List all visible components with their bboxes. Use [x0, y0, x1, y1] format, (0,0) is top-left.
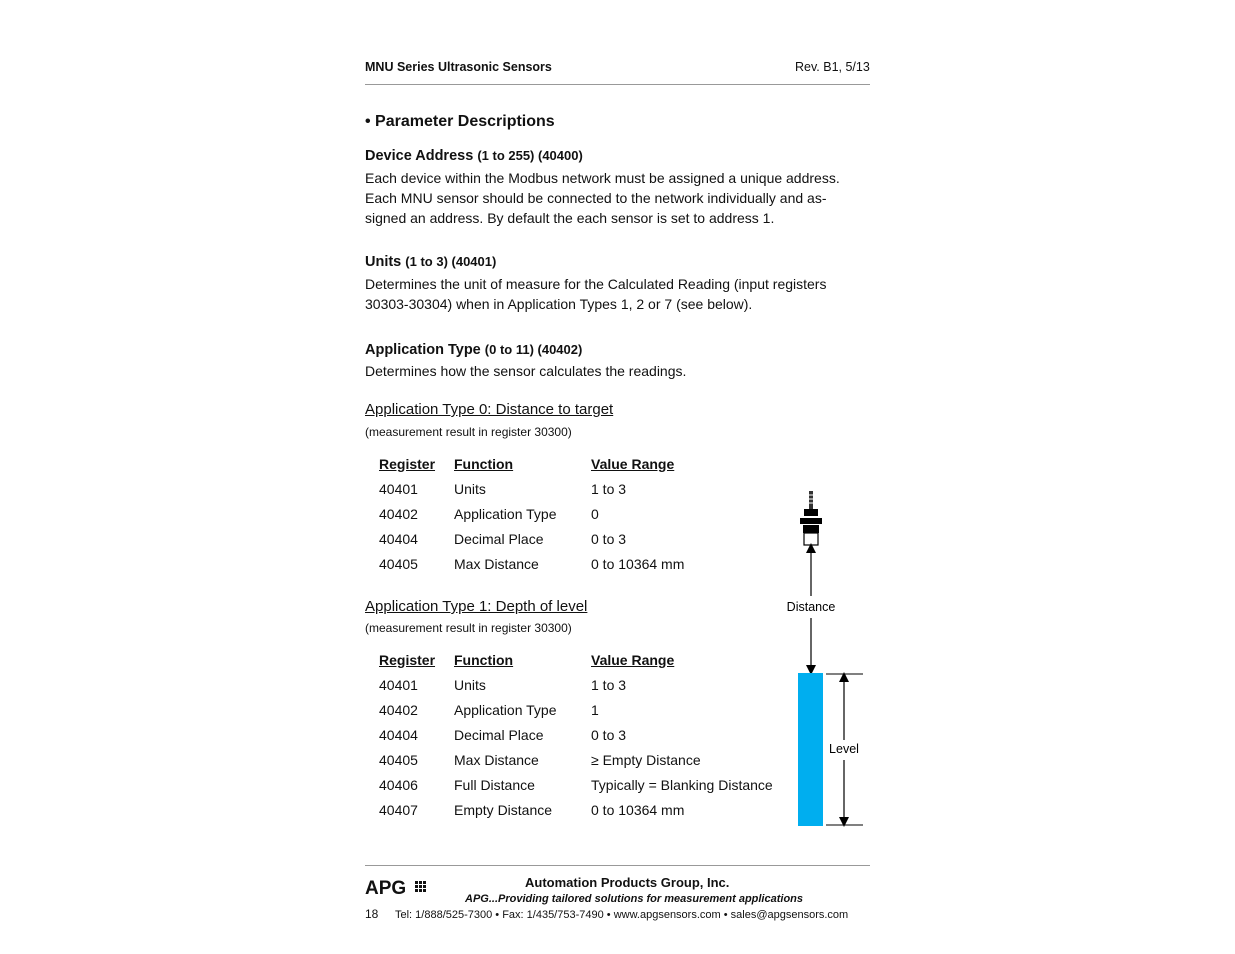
level-diagram — [770, 480, 880, 840]
function-cell: Empty Distance — [454, 801, 553, 818]
apg-logo — [365, 876, 429, 898]
value-range-cell: 1 — [591, 701, 599, 718]
function-cell: Decimal Place — [454, 726, 544, 743]
value-range-cell: 0 — [591, 505, 599, 522]
register-cell: 40405 — [379, 751, 418, 768]
units-heading — [365, 254, 496, 270]
register-cell: 40404 — [379, 530, 418, 547]
text-line: signed an address. By default the each sensor is set to address 1. — [365, 210, 775, 226]
text-line: Each MNU sensor should be connected to the network individually and as- — [365, 190, 827, 206]
units-range: (1 to 3) (40401) — [405, 254, 497, 269]
table-header-row — [375, 451, 688, 476]
function-cell: Max Distance — [454, 555, 539, 572]
table-row — [375, 697, 777, 722]
table-row — [375, 526, 688, 551]
revision-label: Rev. B1, 5/13 — [795, 60, 870, 74]
value-range-cell: Typically = Blanking Distance — [591, 776, 773, 793]
register-cell: 40407 — [379, 801, 418, 818]
application-type-description — [365, 361, 870, 381]
type0-register-table — [375, 451, 688, 576]
type1-register-table — [375, 647, 777, 822]
table-row — [375, 797, 777, 822]
device-address-range: (1 to 255) (40400) — [477, 148, 583, 163]
device-address-heading — [365, 148, 583, 164]
units-title: Units — [365, 254, 402, 270]
register-cell: 40404 — [379, 726, 418, 743]
register-cell: 40405 — [379, 555, 418, 572]
register-cell: 40406 — [379, 776, 418, 793]
register-cell: 40402 — [379, 505, 418, 522]
device-address-description — [365, 168, 870, 228]
register-cell: 40402 — [379, 701, 418, 718]
application-type-heading — [365, 342, 582, 358]
text-line: Determines how the sensor calculates the readings. — [365, 363, 687, 379]
column-header-register: Register — [379, 455, 436, 472]
page-number: 18 — [365, 907, 379, 921]
value-range-cell: 0 to 10364 mm — [591, 555, 685, 572]
type1-note: (measurement result in register 30300) — [365, 621, 572, 635]
function-cell: Units — [454, 676, 486, 693]
value-range-cell: 0 to 3 — [591, 726, 627, 743]
text-line: 30303-30304) when in Application Types 1, 2 or 7 (see below). — [365, 296, 753, 312]
function-cell: Application Type — [454, 505, 557, 522]
column-header-function: Function — [454, 651, 514, 668]
table-row — [375, 501, 688, 526]
distance-label: Distance — [786, 600, 836, 614]
function-cell: Max Distance — [454, 751, 539, 768]
level-label: Level — [829, 742, 859, 756]
footer-divider — [365, 865, 870, 866]
sensor-icon — [800, 491, 822, 545]
text-line: Determines the unit of measure for the Calculated Reading (input registers — [365, 276, 827, 292]
company-name: Automation Products Group, Inc. — [525, 875, 730, 890]
value-range-cell: 0 to 10364 mm — [591, 801, 685, 818]
type0-heading: Application Type 0: Distance to target — [365, 401, 614, 418]
function-cell: Application Type — [454, 701, 557, 718]
value-range-cell: 1 to 3 — [591, 480, 627, 497]
column-header-function: Function — [454, 455, 514, 472]
logo-text: APG — [365, 878, 407, 898]
device-address-title: Device Address — [365, 148, 474, 164]
value-range-cell: 0 to 3 — [591, 530, 627, 547]
column-header-register: Register — [379, 651, 436, 668]
table-row — [375, 476, 688, 501]
text-line: Each device within the Modbus network must be assigned a unique address. — [365, 170, 840, 186]
logo-dots-icon — [415, 881, 426, 892]
value-range-cell: 1 to 3 — [591, 676, 627, 693]
table-row — [375, 772, 777, 797]
application-type-title: Application Type — [365, 342, 481, 358]
section-title: • Parameter Descriptions — [365, 113, 555, 130]
function-cell: Units — [454, 480, 486, 497]
header-divider — [365, 84, 870, 85]
value-range-cell: ≥ Empty Distance — [591, 751, 701, 768]
table-row — [375, 722, 777, 747]
level-fill-bar — [798, 673, 823, 826]
function-cell: Full Distance — [454, 776, 535, 793]
type0-note: (measurement result in register 30300) — [365, 425, 572, 439]
column-header-value-range: Value Range — [591, 651, 675, 668]
application-type-range: (0 to 11) (40402) — [484, 342, 583, 357]
contact-info: Tel: 1/888/525-7300 • Fax: 1/435/753-7490 • www.apgsensors.com • sales@apgsensors.com — [395, 909, 849, 921]
table-row — [375, 672, 777, 697]
table-header-row — [375, 647, 777, 672]
company-tagline: APG...Providing tailored solutions for measurement applications — [465, 893, 804, 905]
column-header-value-range: Value Range — [591, 455, 675, 472]
table-row — [375, 551, 688, 576]
function-cell: Decimal Place — [454, 530, 544, 547]
type1-heading: Application Type 1: Depth of level — [365, 598, 588, 615]
document-title: MNU Series Ultrasonic Sensors — [365, 60, 552, 74]
register-cell: 40401 — [379, 480, 418, 497]
register-cell: 40401 — [379, 676, 418, 693]
table-row — [375, 747, 777, 772]
units-description — [365, 274, 870, 314]
